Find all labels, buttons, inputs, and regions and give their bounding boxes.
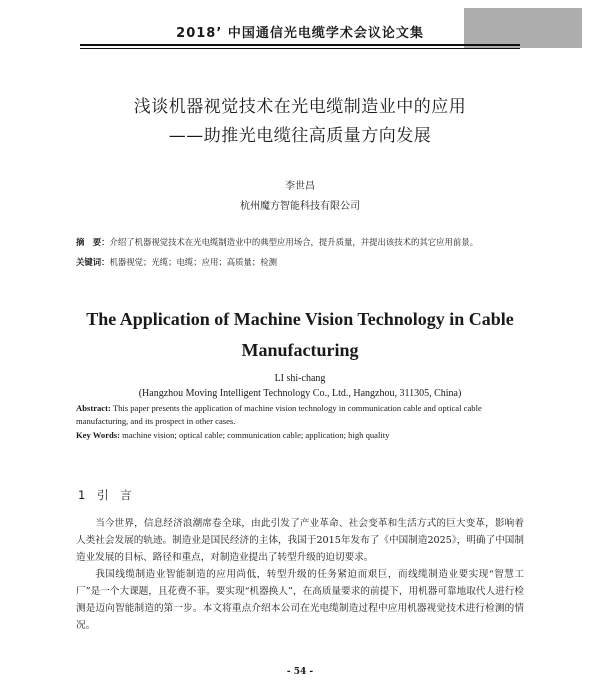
keywords-en-text: machine vision; optical cable; communication cable; application; high quality: [120, 430, 390, 440]
keywords-en: [76, 430, 389, 440]
title-cn-line1: 浅谈机器视觉技术在光电缆制造业中的应用: [133, 97, 467, 117]
running-head: 2018’ 中国通信光电缆学术会议论文集: [176, 26, 424, 41]
abstract-cn-text: 介绍了机器视觉技术在光电缆制造业中的典型应用场合，提升质量，并提出该技术的其它应用前景。: [109, 237, 478, 247]
title-cn-line2: ——助推光电缆往高质量方向发展: [168, 126, 432, 146]
title-en-line1: The Application of Machine Vision Technology in Cable: [86, 309, 514, 329]
affiliation-cn: 杭州魔方智能科技有限公司: [240, 201, 360, 212]
keywords-cn-text: 机器视觉；光缆；电缆；应用；高质量；检测: [109, 257, 277, 267]
body-paragraph-1: 当今世界，信息经济浪潮席卷全球，由此引发了产业革命、社会变革和生活方式的巨大变革，影响着人类社会发展的轨迹。制造业是国民经济的主体，我国于2015年发布了《中国制造2025》，明确了中国制造业发展的目标、路径和重点，对制造业提出了转型升级的迫切要求。: [76, 518, 524, 563]
title-en-line2: Manufacturing: [241, 340, 359, 360]
body-paragraph-2: 我国线缆制造业智能制造的应用尚低，转型升级的任务紧迫而艰巨，而线缆制造业要实现“智慧工厂”是一个大课题，且花费不菲。要实现“机器换人”，在高质量要求的前提下，用机器可靠地取代人进行检测是迈向智能制造的第一步。本文将重点介绍本公司在光电缆制造过程中应用机器视觉技术进行检测的情况。: [76, 569, 524, 631]
abstract-cn: [76, 236, 478, 248]
keywords-cn: [76, 256, 277, 268]
author-en: LI shi-chang: [274, 373, 326, 384]
header-rule-thin: [80, 48, 520, 49]
keywords-cn-label: 关键词：: [76, 257, 110, 267]
section-heading-introduction: 1 引 言: [78, 488, 136, 502]
abstract-cn-label: 摘 要：: [76, 237, 110, 247]
abstract-en: [76, 402, 528, 428]
page-number: - 54 -: [286, 667, 314, 677]
abstract-en-text: This paper presents the application of machine vision technology in communication cable and optical cable manufacturing, and its prospect in other cases.: [76, 403, 482, 426]
header-rule: [80, 44, 520, 46]
abstract-en-label: Abstract:: [76, 403, 111, 413]
keywords-en-label: Key Words:: [76, 430, 121, 440]
affiliation-en: (Hangzhou Moving Intelligent Technology Co., Ltd., Hangzhou, 311305, China): [138, 388, 462, 399]
author-cn: 李世昌: [285, 181, 315, 192]
